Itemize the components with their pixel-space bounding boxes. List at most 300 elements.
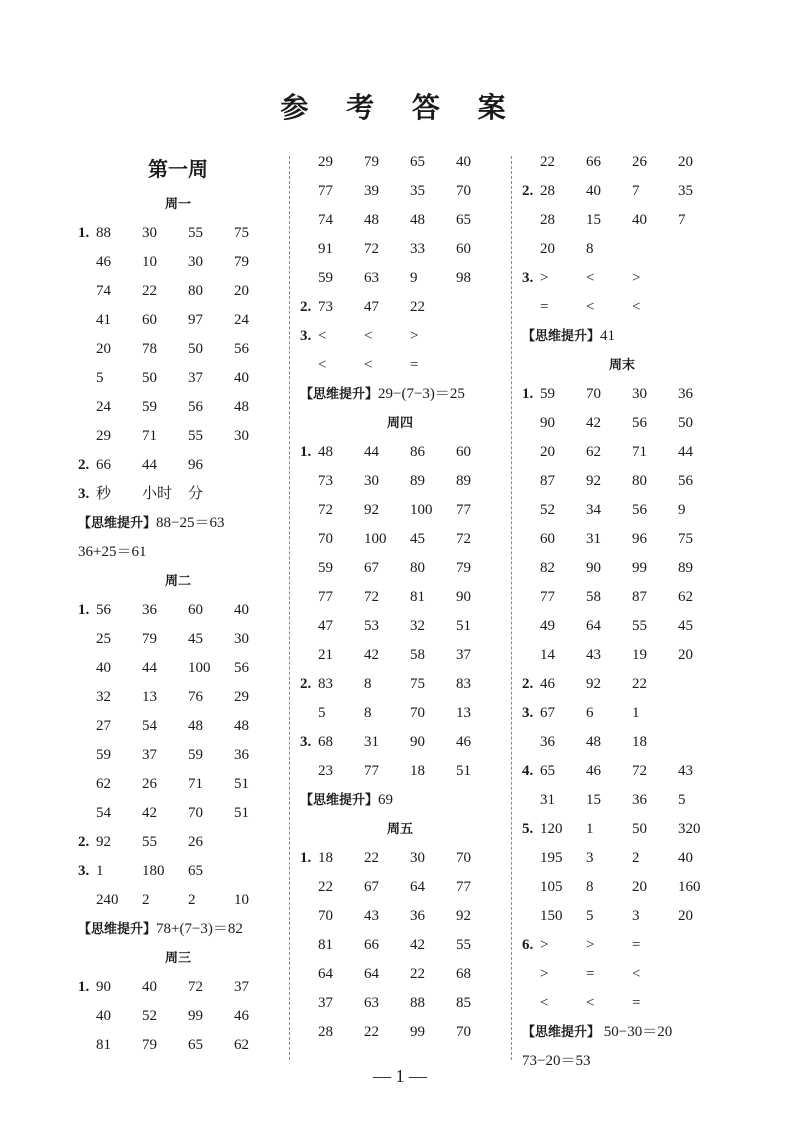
answer-value: 64 bbox=[364, 966, 379, 982]
answer-value: 62 bbox=[234, 1037, 249, 1053]
answer-value: 87 bbox=[540, 473, 555, 489]
answer-value: 20 bbox=[632, 879, 647, 895]
answer-value: 240 bbox=[96, 892, 119, 908]
answer-row bbox=[300, 351, 528, 380]
answer-value: 64 bbox=[586, 618, 601, 634]
answer-value: 60 bbox=[188, 602, 203, 618]
answer-row bbox=[522, 960, 750, 989]
answer-row bbox=[522, 438, 750, 467]
answer-value: 45 bbox=[678, 618, 693, 634]
answer-value: = bbox=[632, 937, 641, 953]
answer-value: 51 bbox=[456, 618, 471, 634]
answer-value: 32 bbox=[96, 689, 111, 705]
answer-value: 29 bbox=[318, 154, 333, 170]
question-number: 3. bbox=[522, 705, 534, 721]
answer-value: 68 bbox=[456, 966, 471, 982]
answer-row bbox=[522, 264, 750, 293]
answer-value: 88 bbox=[96, 225, 111, 241]
answer-value: 46 bbox=[234, 1008, 249, 1024]
answer-value: 71 bbox=[142, 428, 157, 444]
answer-value: 31 bbox=[364, 734, 379, 750]
answer-value: 63 bbox=[364, 995, 379, 1011]
answer-row bbox=[522, 786, 750, 815]
answer-row bbox=[78, 799, 306, 828]
answer-value: 47 bbox=[364, 299, 379, 315]
answer-row bbox=[300, 989, 528, 1018]
answer-value: 40 bbox=[96, 1008, 111, 1024]
answer-value: 7 bbox=[678, 212, 686, 228]
answer-value: < bbox=[632, 299, 641, 315]
answer-value: 81 bbox=[96, 1037, 111, 1053]
answer-value: 72 bbox=[318, 502, 333, 518]
thinking-boost-answer: 88−25＝63 bbox=[156, 515, 225, 531]
answer-value: 44 bbox=[364, 444, 379, 460]
answer-value: 46 bbox=[586, 763, 601, 779]
answer-value: 29 bbox=[234, 689, 249, 705]
answer-value: 74 bbox=[96, 283, 111, 299]
answer-value: 66 bbox=[586, 154, 601, 170]
answer-row bbox=[300, 467, 528, 496]
answer-value: 88 bbox=[410, 995, 425, 1011]
answer-value: 2 bbox=[188, 892, 196, 908]
answer-value: 63 bbox=[364, 270, 379, 286]
answer-value: = bbox=[540, 299, 549, 315]
answer-value: 99 bbox=[632, 560, 647, 576]
answer-row bbox=[300, 177, 528, 206]
day-heading: 周五 bbox=[386, 822, 413, 837]
answer-value: 92 bbox=[96, 834, 111, 850]
answer-value: 150 bbox=[540, 908, 563, 924]
answer-value: 5 bbox=[318, 705, 326, 721]
answer-value: 18 bbox=[632, 734, 647, 750]
answer-row bbox=[522, 380, 750, 409]
answer-value: 160 bbox=[678, 879, 701, 895]
question-number: 5. bbox=[522, 821, 534, 837]
answer-value: 75 bbox=[410, 676, 425, 692]
answer-row bbox=[300, 206, 528, 235]
answer-row bbox=[300, 699, 528, 728]
answer-value: 52 bbox=[540, 502, 555, 518]
answer-row bbox=[522, 235, 750, 264]
answer-value: 8 bbox=[364, 705, 372, 721]
answer-value: > bbox=[410, 328, 419, 344]
thinking-boost-row bbox=[78, 915, 306, 944]
answer-value: 82 bbox=[540, 560, 555, 576]
answer-value: 64 bbox=[318, 966, 333, 982]
answer-value: 40 bbox=[586, 183, 601, 199]
answer-value: 26 bbox=[188, 834, 203, 850]
question-number: 1. bbox=[78, 602, 90, 618]
answer-value: 77 bbox=[540, 589, 555, 605]
answer-row bbox=[300, 757, 528, 786]
answer-value: 24 bbox=[96, 399, 111, 415]
answer-value: 96 bbox=[632, 531, 647, 547]
answer-value: 14 bbox=[540, 647, 555, 663]
day-heading: 周二 bbox=[164, 574, 191, 589]
answer-row bbox=[78, 857, 306, 886]
answer-value: 20 bbox=[234, 283, 249, 299]
answer-value: 20 bbox=[678, 647, 693, 663]
answer-value: 66 bbox=[96, 457, 111, 473]
question-number: 2. bbox=[300, 676, 312, 692]
answer-value: 85 bbox=[456, 995, 471, 1011]
answer-value: 8 bbox=[586, 241, 594, 257]
answer-value: 37 bbox=[456, 647, 471, 663]
question-number: 2. bbox=[522, 676, 534, 692]
answer-value: 99 bbox=[188, 1008, 203, 1024]
answer-row bbox=[78, 712, 306, 741]
answer-value: 8 bbox=[364, 676, 372, 692]
answer-value: 55 bbox=[632, 618, 647, 634]
answer-value: 48 bbox=[364, 212, 379, 228]
thinking-boost-label: 【思维提升】 bbox=[78, 922, 157, 937]
answer-value: 37 bbox=[188, 370, 203, 386]
answer-value: 90 bbox=[96, 979, 111, 995]
answer-value: 56 bbox=[632, 502, 647, 518]
answer-value: 40 bbox=[234, 370, 249, 386]
answer-row bbox=[522, 177, 750, 206]
answer-value: 45 bbox=[410, 531, 425, 547]
answer-value: < bbox=[318, 328, 327, 344]
answer-row bbox=[522, 525, 750, 554]
question-number: 6. bbox=[522, 937, 534, 953]
answer-row bbox=[78, 973, 306, 1002]
answer-row bbox=[300, 844, 528, 873]
answer-value: 20 bbox=[678, 908, 693, 924]
answer-value: 20 bbox=[96, 341, 111, 357]
answer-row bbox=[300, 583, 528, 612]
answer-row bbox=[300, 554, 528, 583]
answer-value: 120 bbox=[540, 821, 563, 837]
answer-value: 90 bbox=[540, 415, 555, 431]
answer-value: 81 bbox=[410, 589, 425, 605]
question-number: 2. bbox=[78, 457, 90, 473]
answer-value: 8 bbox=[586, 879, 594, 895]
answer-value: 6 bbox=[586, 705, 594, 721]
answer-value: > bbox=[632, 270, 641, 286]
answer-value: 55 bbox=[456, 937, 471, 953]
answer-value: 72 bbox=[632, 763, 647, 779]
answer-text: 36+25＝61 bbox=[78, 544, 147, 560]
thinking-boost-label: 【思维提升】 bbox=[522, 329, 601, 344]
answer-value: 36 bbox=[632, 792, 647, 808]
answer-value: 26 bbox=[632, 154, 647, 170]
answer-row bbox=[78, 422, 306, 451]
answer-value: 65 bbox=[410, 154, 425, 170]
answer-value: > bbox=[540, 966, 549, 982]
answer-row bbox=[78, 683, 306, 712]
answer-value: 30 bbox=[234, 428, 249, 444]
answer-value: 79 bbox=[456, 560, 471, 576]
answer-value: 50 bbox=[142, 370, 157, 386]
answer-value: 22 bbox=[364, 850, 379, 866]
answer-value: 20 bbox=[540, 241, 555, 257]
answer-value: 18 bbox=[410, 763, 425, 779]
answer-value: 70 bbox=[456, 1024, 471, 1040]
answer-value: 59 bbox=[318, 560, 333, 576]
question-number: 3. bbox=[78, 486, 90, 502]
answer-row bbox=[300, 322, 528, 351]
answer-value: 55 bbox=[188, 428, 203, 444]
question-number: 3. bbox=[522, 270, 534, 286]
answer-value: 195 bbox=[540, 850, 563, 866]
answer-value: 34 bbox=[586, 502, 601, 518]
answer-row bbox=[300, 902, 528, 931]
answer-value: 22 bbox=[632, 676, 647, 692]
answer-value: 83 bbox=[318, 676, 333, 692]
answer-value: 秒 bbox=[96, 486, 112, 502]
answer-value: 62 bbox=[586, 444, 601, 460]
answer-row bbox=[78, 480, 306, 509]
answer-value: 48 bbox=[234, 399, 249, 415]
answer-value: 43 bbox=[586, 647, 601, 663]
answer-value: 30 bbox=[364, 473, 379, 489]
answer-value: 42 bbox=[364, 647, 379, 663]
answer-value: 15 bbox=[586, 792, 601, 808]
answer-value: 3 bbox=[632, 908, 640, 924]
answer-value: 22 bbox=[364, 1024, 379, 1040]
answer-value: < bbox=[540, 995, 549, 1011]
answer-value: 89 bbox=[410, 473, 425, 489]
answer-value: 70 bbox=[410, 705, 425, 721]
answer-value: 31 bbox=[586, 531, 601, 547]
answer-value: 48 bbox=[586, 734, 601, 750]
week-title: 第一周 bbox=[148, 157, 208, 181]
answer-value: 56 bbox=[632, 415, 647, 431]
answer-value: 5 bbox=[678, 792, 686, 808]
answer-value: 51 bbox=[234, 805, 249, 821]
answer-value: 54 bbox=[96, 805, 111, 821]
answer-value: 39 bbox=[364, 183, 379, 199]
answer-value: 81 bbox=[318, 937, 333, 953]
answer-value: 36 bbox=[678, 386, 693, 402]
answer-value: 89 bbox=[678, 560, 693, 576]
answer-row bbox=[522, 757, 750, 786]
thinking-boost-answer: 78+(7−3)＝82 bbox=[156, 921, 243, 937]
answer-value: 91 bbox=[318, 241, 333, 257]
answer-value: 46 bbox=[540, 676, 555, 692]
answer-row bbox=[300, 148, 528, 177]
answer-row bbox=[78, 306, 306, 335]
answer-value: 100 bbox=[188, 660, 211, 676]
answer-value: 59 bbox=[96, 747, 111, 763]
answer-value: 1 bbox=[632, 705, 640, 721]
answer-value: = bbox=[410, 357, 419, 373]
answer-value: 56 bbox=[96, 602, 111, 618]
answer-value: 70 bbox=[456, 850, 471, 866]
answer-row bbox=[522, 641, 750, 670]
answer-value: 320 bbox=[678, 821, 701, 837]
answer-row bbox=[78, 654, 306, 683]
day-heading: 周末 bbox=[608, 358, 635, 373]
answer-value: 83 bbox=[456, 676, 471, 692]
answer-value: 42 bbox=[586, 415, 601, 431]
answer-row bbox=[78, 1002, 306, 1031]
answer-value: 73 bbox=[318, 473, 333, 489]
answer-value: 59 bbox=[318, 270, 333, 286]
answer-row bbox=[300, 1018, 528, 1047]
answer-value: 2 bbox=[142, 892, 150, 908]
answer-value: 9 bbox=[410, 270, 418, 286]
question-number: 1. bbox=[78, 979, 90, 995]
answer-value: < bbox=[364, 328, 373, 344]
answer-value: > bbox=[540, 270, 549, 286]
answer-value: 79 bbox=[234, 254, 249, 270]
answer-value: < bbox=[586, 270, 595, 286]
answer-row bbox=[522, 583, 750, 612]
answer-value: 44 bbox=[678, 444, 693, 460]
answer-value: < bbox=[318, 357, 327, 373]
answer-value: 19 bbox=[632, 647, 647, 663]
answer-value: 23 bbox=[318, 763, 333, 779]
answer-value: 79 bbox=[142, 631, 157, 647]
answer-value: 7 bbox=[632, 183, 640, 199]
answer-row bbox=[522, 409, 750, 438]
answer-value: 70 bbox=[318, 908, 333, 924]
answer-value: 79 bbox=[142, 1037, 157, 1053]
answer-value: 60 bbox=[540, 531, 555, 547]
answer-value: 72 bbox=[456, 531, 471, 547]
answer-row bbox=[522, 467, 750, 496]
answer-value: 分 bbox=[188, 486, 204, 502]
answer-value: 51 bbox=[234, 776, 249, 792]
answer-value: 92 bbox=[456, 908, 471, 924]
answer-value: 30 bbox=[410, 850, 425, 866]
answer-value: 92 bbox=[364, 502, 379, 518]
day-heading: 周三 bbox=[164, 951, 191, 966]
answer-value: 75 bbox=[678, 531, 693, 547]
answer-row bbox=[522, 612, 750, 641]
answer-value: 58 bbox=[410, 647, 425, 663]
answer-value: 54 bbox=[142, 718, 157, 734]
answer-value: 28 bbox=[540, 212, 555, 228]
answer-value: 22 bbox=[318, 879, 333, 895]
answer-value: < bbox=[586, 995, 595, 1011]
answer-value: 90 bbox=[410, 734, 425, 750]
answer-value: 10 bbox=[234, 892, 249, 908]
answer-row bbox=[78, 219, 306, 248]
answer-value: 5 bbox=[586, 908, 594, 924]
question-number: 3. bbox=[78, 863, 90, 879]
answer-value: 77 bbox=[364, 763, 379, 779]
thinking-boost-answer: 50−30＝20 bbox=[600, 1024, 673, 1040]
answer-value: 44 bbox=[142, 457, 157, 473]
answer-value: 70 bbox=[318, 531, 333, 547]
answer-value: 40 bbox=[678, 850, 693, 866]
answer-value: 92 bbox=[586, 473, 601, 489]
answer-value: 59 bbox=[540, 386, 555, 402]
thinking-boost-row bbox=[522, 1018, 750, 1047]
answer-row bbox=[78, 248, 306, 277]
answer-row bbox=[78, 364, 306, 393]
answer-value: < bbox=[586, 299, 595, 315]
answer-value: 27 bbox=[96, 718, 111, 734]
answer-value: 100 bbox=[364, 531, 387, 547]
answer-value: 58 bbox=[586, 589, 601, 605]
answer-row bbox=[300, 235, 528, 264]
answer-row bbox=[78, 335, 306, 364]
thinking-boost-answer: 41 bbox=[600, 328, 616, 344]
answer-value: 21 bbox=[318, 647, 333, 663]
answer-row bbox=[522, 815, 750, 844]
answer-value: < bbox=[364, 357, 373, 373]
answer-row bbox=[300, 438, 528, 467]
answer-value: 20 bbox=[678, 154, 693, 170]
question-number: 3. bbox=[300, 734, 312, 750]
answer-value: 66 bbox=[364, 937, 379, 953]
answer-column-2 bbox=[300, 148, 528, 1047]
question-number: 2. bbox=[522, 183, 534, 199]
answer-value: 24 bbox=[234, 312, 249, 328]
answer-row bbox=[78, 625, 306, 654]
answer-row bbox=[522, 206, 750, 235]
answer-value: 65 bbox=[456, 212, 471, 228]
answer-value: 5 bbox=[96, 370, 104, 386]
answer-value: 96 bbox=[188, 457, 203, 473]
answer-value: 28 bbox=[318, 1024, 333, 1040]
answer-value: 3 bbox=[586, 850, 594, 866]
answer-value: 71 bbox=[188, 776, 203, 792]
answer-row bbox=[522, 989, 750, 1018]
answer-value: 70 bbox=[586, 386, 601, 402]
answer-row bbox=[300, 641, 528, 670]
answer-value: 80 bbox=[188, 283, 203, 299]
answer-value: 18 bbox=[318, 850, 333, 866]
answer-value: 50 bbox=[188, 341, 203, 357]
answer-value: 36 bbox=[540, 734, 555, 750]
answer-value: 20 bbox=[540, 444, 555, 460]
answer-row bbox=[78, 741, 306, 770]
question-number: 2. bbox=[78, 834, 90, 850]
answer-value: 10 bbox=[142, 254, 157, 270]
thinking-boost-label: 【思维提升】 bbox=[78, 516, 157, 531]
answer-value: 77 bbox=[318, 183, 333, 199]
answer-row bbox=[300, 670, 528, 699]
answer-row bbox=[522, 699, 750, 728]
answer-value: 37 bbox=[318, 995, 333, 1011]
answer-value: 40 bbox=[96, 660, 111, 676]
answer-value: 75 bbox=[234, 225, 249, 241]
answer-value: 29 bbox=[96, 428, 111, 444]
answer-value: 22 bbox=[142, 283, 157, 299]
question-number: 1. bbox=[300, 850, 312, 866]
answer-value: < bbox=[632, 966, 641, 982]
answer-value: 1 bbox=[96, 863, 104, 879]
answer-value: 35 bbox=[678, 183, 693, 199]
answer-value: 32 bbox=[410, 618, 425, 634]
page-title: 参 考 答 案 bbox=[280, 91, 520, 124]
answer-row bbox=[522, 873, 750, 902]
answer-value: 90 bbox=[456, 589, 471, 605]
answer-value: 56 bbox=[678, 473, 693, 489]
answer-value: 43 bbox=[364, 908, 379, 924]
answer-value: 89 bbox=[456, 473, 471, 489]
answer-value: 180 bbox=[142, 863, 165, 879]
answer-value: 65 bbox=[188, 863, 203, 879]
answer-value: 30 bbox=[632, 386, 647, 402]
question-number: 1. bbox=[78, 225, 90, 241]
answer-value: 71 bbox=[632, 444, 647, 460]
answer-value: 37 bbox=[142, 747, 157, 763]
answer-value: 80 bbox=[632, 473, 647, 489]
answer-row bbox=[78, 1031, 306, 1060]
question-number: 2. bbox=[300, 299, 312, 315]
answer-value: 30 bbox=[188, 254, 203, 270]
answer-value: 13 bbox=[142, 689, 157, 705]
answer-value: 59 bbox=[188, 747, 203, 763]
answer-value: 65 bbox=[540, 763, 555, 779]
answer-row bbox=[78, 277, 306, 306]
